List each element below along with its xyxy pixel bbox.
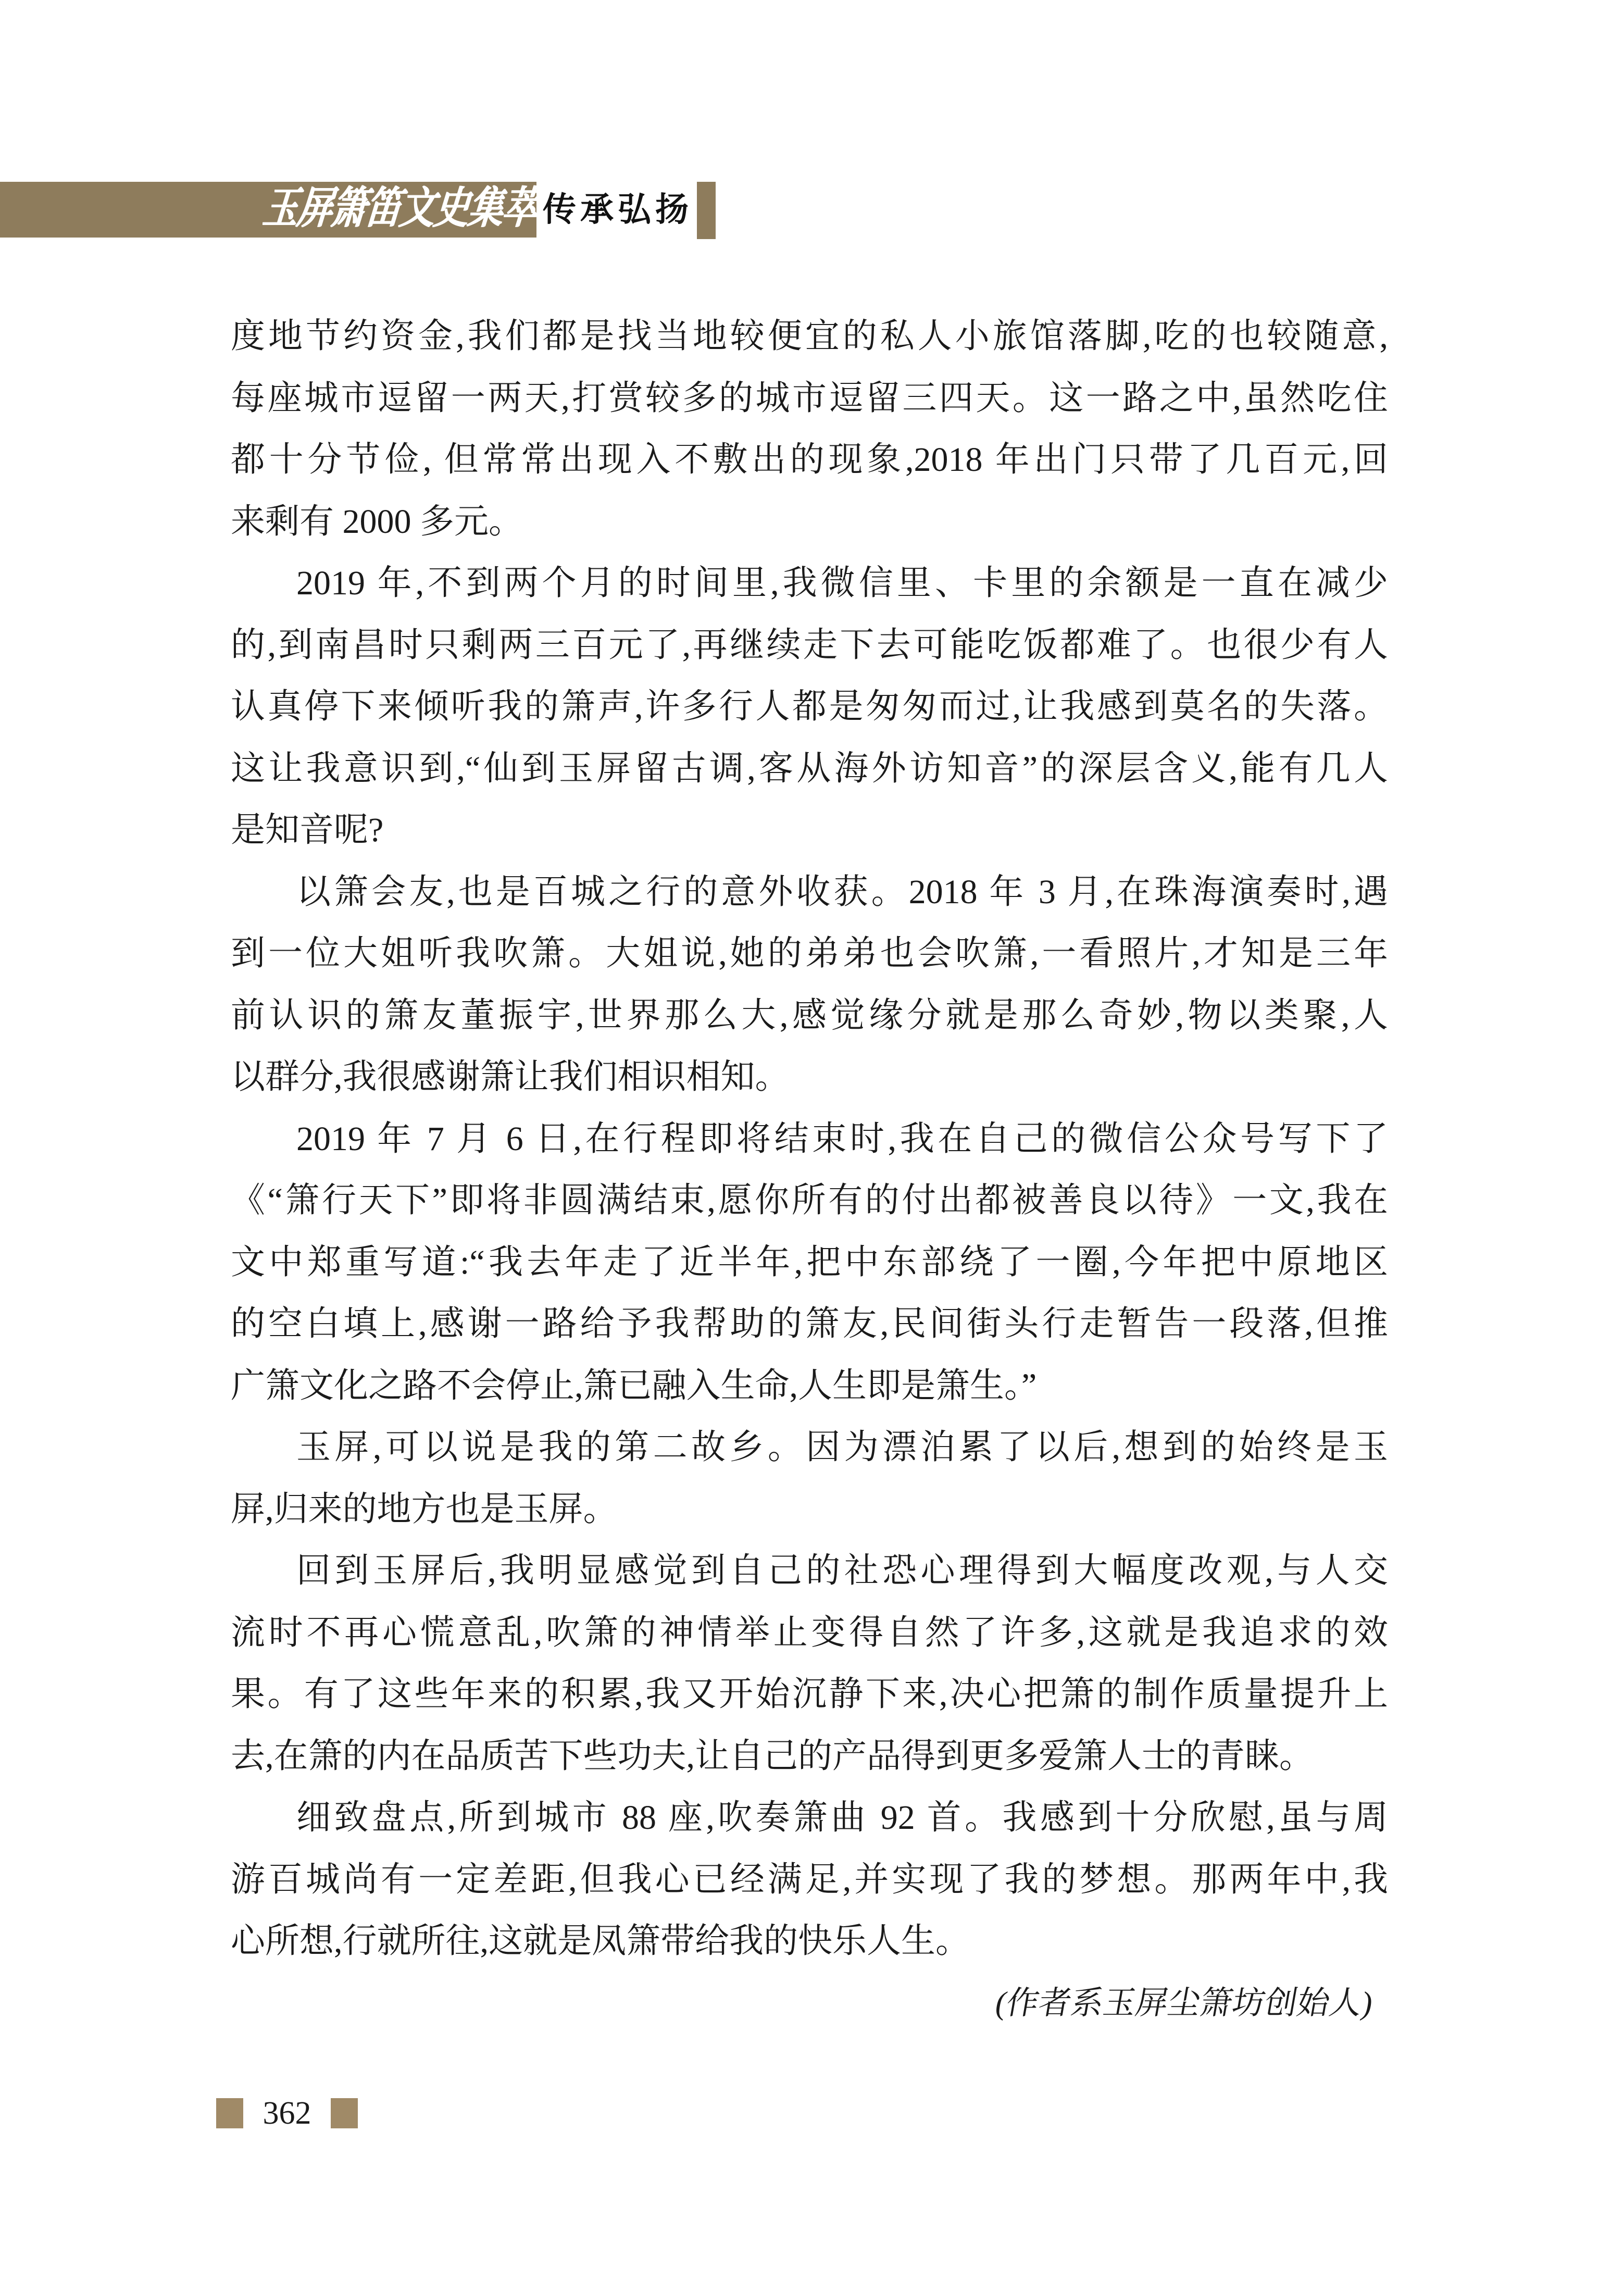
text-line: 回到玉屏后,我明显感觉到自己的社恐心理得到大幅度改观,与人交 bbox=[296, 1552, 1388, 1590]
text-line: 以箫会友,也是百城之行的意外收获。2018 年 3 月,在珠海演奏时,遇 bbox=[296, 872, 1388, 911]
text-line: 的空白填上,感谢一路给予我帮助的箫友,民间街头行走暂告一段落,但推 bbox=[231, 1305, 1388, 1343]
text-line: 这让我意识到,“仙到玉屏留古调,客从海外访知音”的深层含义,能有几人 bbox=[231, 749, 1388, 788]
text-line: 以群分,我很感谢箫让我们相识相知。 bbox=[231, 1058, 790, 1096]
text-line: 《“箫行天下”即将非圆满结束,愿你所有的付出都被善良以待》一文,我在 bbox=[231, 1181, 1388, 1219]
text-line: 流时不再心慌意乱,吹箫的神情举止变得自然了许多,这就是我追求的效 bbox=[231, 1613, 1388, 1652]
section-label: 传承弘扬 bbox=[543, 191, 693, 228]
attribution-line bbox=[231, 1973, 1388, 2035]
text-line: 果。有了这些年来的积累,我又开始沉静下来,决心把箫的制作质量提升上 bbox=[231, 1675, 1388, 1713]
text-line: 认真停下来倾听我的箫声,许多行人都是匆匆而过,让我感到莫名的失落。 bbox=[231, 688, 1388, 726]
attribution-text: (作者系玉屏尘箫坊创始人) bbox=[992, 1985, 1376, 2021]
text-line: 去,在箫的内在品质苦下些功夫,让自己的产品得到更多爱箫人士的青睐。 bbox=[231, 1737, 1314, 1775]
header-accent-block bbox=[697, 182, 716, 239]
text-line: 广箫文化之路不会停止,箫已融入生命,人生即是箫生。” bbox=[231, 1366, 1037, 1405]
text-line: 心所想,行就所往,这就是凤箫带给我的快乐人生。 bbox=[231, 1922, 970, 1960]
footer-left-square bbox=[216, 2098, 243, 2128]
text-line: 玉屏,可以说是我的第二故乡。因为漂泊累了以后,想到的始终是玉 bbox=[296, 1428, 1388, 1466]
text-line: 2019 年 7 月 6 日,在行程即将结束时,我在自己的微信公众号写下了 bbox=[296, 1119, 1388, 1158]
text-line: 的,到南昌时只剩两三百元了,再继续走下去可能吃饭都难了。也很少有人 bbox=[231, 626, 1388, 664]
text-line: 游百城尚有一定差距,但我心已经满足,并实现了我的梦想。那两年中,我 bbox=[231, 1860, 1388, 1899]
text-line: 屏,归来的地方也是玉屏。 bbox=[231, 1490, 618, 1528]
text-line: 2019 年,不到两个月的时间里,我微信里、卡里的余额是一直在减少 bbox=[296, 564, 1388, 602]
text-line: 都十分节俭, 但常常出现入不敷出的现象,2018 年出门只带了几百元,回 bbox=[231, 441, 1388, 479]
article-body bbox=[231, 306, 1388, 2034]
footer-right-square bbox=[331, 2098, 358, 2128]
page-number: 362 bbox=[263, 2096, 311, 2131]
text-line: 前认识的箫友董振宇,世界那么大,感觉缘分就是那么奇妙,物以类聚,人 bbox=[231, 996, 1388, 1034]
book-title-calligraphy: 玉屏箫笛文史集萃 bbox=[260, 184, 539, 233]
text-lines bbox=[231, 306, 1388, 1973]
text-line: 到一位大姐听我吹箫。大姐说,她的弟弟也会吹箫,一看照片,才知是三年 bbox=[231, 934, 1388, 973]
text-line: 细致盘点,所到城市 88 座,吹奏箫曲 92 首。我感到十分欣慰,虽与周 bbox=[296, 1799, 1388, 1837]
text-line: 文中郑重写道:“我去年走了近半年,把中东部绕了一圈,今年把中原地区 bbox=[231, 1243, 1388, 1281]
header-band bbox=[0, 182, 539, 238]
text-line: 每座城市逗留一两天,打赏较多的城市逗留三四天。这一路之中,虽然吃住 bbox=[231, 379, 1388, 417]
text-line: 是知音呢? bbox=[231, 811, 384, 849]
text-line: 度地节约资金,我们都是找当地较便宜的私人小旅馆落脚,吃的也较随意, bbox=[231, 317, 1388, 355]
text-line: 来剩有 2000 多元。 bbox=[231, 502, 523, 541]
